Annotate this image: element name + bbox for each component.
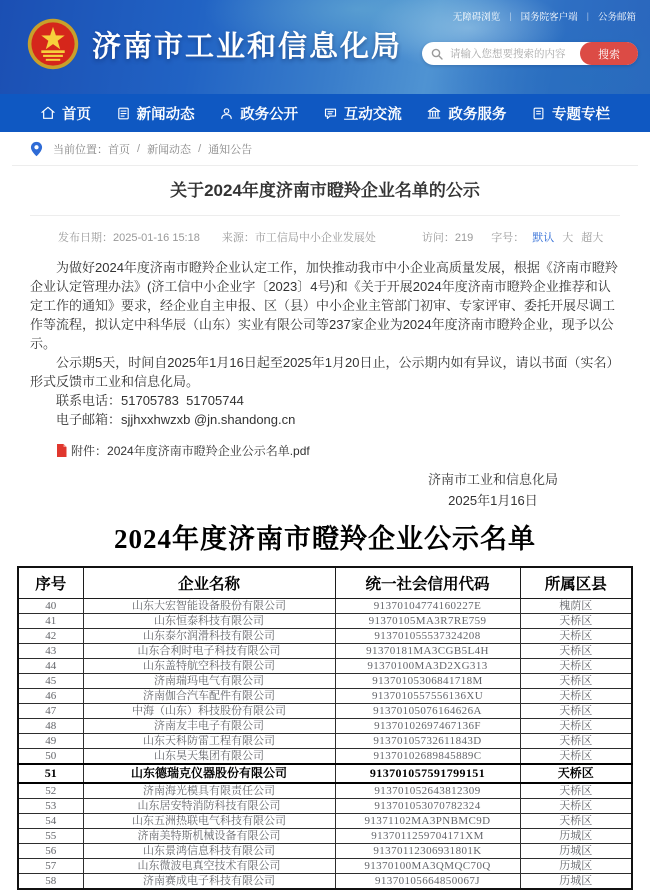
row-district: 天桥区	[520, 799, 632, 814]
row-credit-code: 91371102MA3PNBMC9D	[335, 814, 520, 829]
services-icon	[426, 105, 442, 121]
row-company-name: 济南赛成电子科技有限公司	[83, 874, 335, 890]
table-row	[18, 749, 632, 765]
location-pin-icon	[30, 141, 43, 157]
row-company-name: 济南伽合汽车配件有限公司	[83, 689, 335, 704]
signature-date: 2025年1月16日	[448, 493, 538, 508]
row-credit-code: 913701057591799151	[335, 764, 520, 783]
row-seq: 50	[18, 749, 83, 765]
nav-item-home[interactable]	[34, 94, 97, 132]
row-seq: 44	[18, 659, 83, 674]
breadcrumb-separator: /	[137, 143, 141, 155]
row-seq: 57	[18, 859, 83, 874]
row-company-name: 山东居安特消防科技有限公司	[83, 799, 335, 814]
link-separator: |	[509, 11, 512, 21]
row-seq: 47	[18, 704, 83, 719]
row-company-name: 山东合利时电子科技有限公司	[83, 644, 335, 659]
table-row	[18, 814, 632, 829]
site-title: 济南市工业和信息化局	[92, 30, 403, 63]
row-district: 天桥区	[520, 719, 632, 734]
row-district: 槐荫区	[520, 599, 632, 614]
row-district: 天桥区	[520, 749, 632, 765]
row-district: 历城区	[520, 859, 632, 874]
nav-item-topics[interactable]	[525, 94, 616, 132]
row-credit-code: 91370104774160227E	[335, 599, 520, 614]
row-district: 天桥区	[520, 629, 632, 644]
contact-email: 电子邮箱：sjjhxxhwzxb @jn.shandong.cn	[56, 412, 296, 427]
row-credit-code: 9137010557556136XU	[335, 689, 520, 704]
table-row	[18, 734, 632, 749]
table-row	[18, 829, 632, 844]
table-row	[18, 674, 632, 689]
row-seq: 40	[18, 599, 83, 614]
table-row	[18, 764, 632, 783]
company-table	[17, 566, 633, 890]
table-row	[18, 599, 632, 614]
row-seq: 43	[18, 644, 83, 659]
table-row	[18, 629, 632, 644]
row-credit-code: 91370102697467136F	[335, 719, 520, 734]
nav-label: 互动交流	[343, 106, 402, 123]
row-district: 天桥区	[520, 659, 632, 674]
row-company-name: 中海（山东）科技股份有限公司	[83, 704, 335, 719]
row-credit-code: 91370100MA3QMQC70Q	[335, 859, 520, 874]
paragraph: 为做好2024年度济南市瞪羚企业认定工作，加快推动我市中小企业高质量发展，根据《济南市瞪羚企业认定管理办法》(济工信中小企业字〔2023〕4号)和《关于开展2024年度济南市瞪羚企业推荐和认定工作的通知》要求，经企业自主申报、区（县）中小企业主管部门初审、专家评审、委托开展尽调工作等流程，拟认定中科华辰（山东）实业有限公司等237家企业为2024年度济南市瞪羚企业，现予以公示。	[30, 260, 618, 351]
row-seq: 54	[18, 814, 83, 829]
attachment-link[interactable]: 2024年度济南市瞪羚企业公示名单.pdf	[107, 444, 310, 458]
interaction-icon	[323, 106, 338, 121]
disclosure-icon	[219, 106, 234, 121]
header-credit-code: 统一社会信用代码	[335, 567, 520, 599]
row-company-name: 山东德瑞克仪器股份有限公司	[83, 764, 335, 783]
article	[0, 166, 650, 511]
visit-count: 访问：219	[421, 232, 474, 244]
table-row	[18, 614, 632, 629]
row-credit-code: 913701053070782324	[335, 799, 520, 814]
breadcrumb-separator: /	[198, 143, 202, 155]
row-district: 天桥区	[520, 644, 632, 659]
row-credit-code: 913701055537324208	[335, 629, 520, 644]
link-separator: |	[586, 11, 589, 21]
row-seq: 55	[18, 829, 83, 844]
row-company-name: 山东盖特航空科技有限公司	[83, 659, 335, 674]
row-district: 天桥区	[520, 734, 632, 749]
topics-icon	[531, 106, 546, 121]
breadcrumb-home[interactable]: 首页	[108, 144, 130, 156]
row-seq: 41	[18, 614, 83, 629]
table-row	[18, 704, 632, 719]
national-emblem-icon	[26, 16, 80, 72]
signature-block	[30, 469, 620, 511]
breadcrumb-news[interactable]: 新闻动态	[147, 144, 192, 156]
search-input[interactable]	[448, 47, 580, 61]
row-credit-code: 91370102689845889C	[335, 749, 520, 765]
divider	[30, 215, 620, 216]
row-company-name: 山东天科防雷工程有限公司	[83, 734, 335, 749]
row-credit-code: 91370112306931801K	[335, 844, 520, 859]
row-district: 历城区	[520, 874, 632, 890]
site-header	[0, 0, 650, 94]
row-credit-code: 91370105076164626A	[335, 704, 520, 719]
signature-org: 济南市工业和信息化局	[427, 472, 558, 487]
row-credit-code: 91370100MA3D2XG313	[335, 659, 520, 674]
publish-date: 发布日期：2025-01-16 15:18	[58, 232, 200, 244]
row-district: 天桥区	[520, 783, 632, 799]
row-district: 天桥区	[520, 814, 632, 829]
search-icon	[431, 48, 443, 60]
row-district: 天桥区	[520, 689, 632, 704]
row-company-name: 山东微波电真空技术有限公司	[83, 859, 335, 874]
breadcrumb-prefix: 当前位置：	[53, 144, 108, 156]
row-company-name: 山东大宏智能设备股份有限公司	[83, 599, 335, 614]
row-seq: 53	[18, 799, 83, 814]
row-company-name: 济南海光模具有限责任公司	[83, 783, 335, 799]
table-row	[18, 719, 632, 734]
table-title: 2024年度济南市瞪羚企业公示名单	[114, 524, 536, 554]
row-company-name: 济南美特斯机械设备有限公司	[83, 829, 335, 844]
brand	[26, 16, 402, 72]
table-row	[18, 799, 632, 814]
row-district: 天桥区	[520, 704, 632, 719]
pdf-icon	[56, 444, 67, 457]
row-credit-code: 91370105664850067J	[335, 874, 520, 890]
news-icon	[116, 106, 131, 121]
search-button[interactable]: 搜索	[580, 42, 638, 65]
row-company-name: 济南友丰电子有限公司	[83, 719, 335, 734]
company-table-body	[18, 599, 632, 890]
header-top-links	[453, 9, 636, 23]
row-seq: 56	[18, 844, 83, 859]
row-credit-code: 91370181MA3CGB5L4H	[335, 644, 520, 659]
breadcrumb	[0, 132, 650, 166]
row-company-name: 济南瑞玛电气有限公司	[83, 674, 335, 689]
row-credit-code: 91370105MA3R7RE759	[335, 614, 520, 629]
row-district: 天桥区	[520, 674, 632, 689]
state-council-app-link[interactable]: 国务院客户端	[520, 12, 578, 23]
row-district: 天桥区	[520, 764, 632, 783]
row-seq: 42	[18, 629, 83, 644]
fontsize-large[interactable]: 大	[562, 232, 574, 244]
fontsize-xlarge[interactable]: 超大	[581, 232, 604, 244]
header-company-name: 企业名称	[83, 567, 335, 599]
row-seq: 49	[18, 734, 83, 749]
contact-phone: 联系电话：51705783 51705744	[56, 393, 244, 408]
row-district: 历城区	[520, 844, 632, 859]
table-row	[18, 659, 632, 674]
home-icon	[40, 105, 56, 121]
row-seq: 48	[18, 719, 83, 734]
table-row	[18, 844, 632, 859]
row-seq: 51	[18, 764, 83, 783]
article-body	[30, 258, 620, 429]
main-nav	[0, 94, 650, 132]
breadcrumb-notices[interactable]: 通知公告	[208, 144, 253, 156]
official-mailbox-link[interactable]: 公务邮箱	[597, 12, 636, 23]
row-seq: 52	[18, 783, 83, 799]
table-header-row	[18, 567, 632, 599]
paragraph: 公示期5天，时间自2025年1月16日起至2025年1月20日止，公示期内如有异议，请以书面（实名）形式反馈市工业和信息化局。	[30, 355, 620, 389]
row-seq: 58	[18, 874, 83, 890]
table-row	[18, 689, 632, 704]
row-company-name: 山东昊天集团有限公司	[83, 749, 335, 765]
table-row	[18, 783, 632, 799]
row-credit-code: 913701052643812309	[335, 783, 520, 799]
row-company-name: 山东景鸿信息科技有限公司	[83, 844, 335, 859]
row-district: 历城区	[520, 829, 632, 844]
nav-label: 首页	[62, 106, 91, 123]
attachment-row	[30, 442, 620, 459]
fontsize-default[interactable]: 默认	[532, 232, 555, 244]
row-seq: 46	[18, 689, 83, 704]
nav-item-disclosure[interactable]	[213, 94, 304, 132]
row-company-name: 山东五洲热联电气科技有限公司	[83, 814, 335, 829]
row-company-name: 山东泰尔润滑科技有限公司	[83, 629, 335, 644]
row-credit-code: 9137011259704171XM	[335, 829, 520, 844]
nav-item-services[interactable]	[420, 94, 512, 132]
row-credit-code: 91370105306841718M	[335, 674, 520, 689]
header-district: 所属区县	[520, 567, 632, 599]
search-bar	[422, 42, 638, 65]
source: 来源：市工信局中小企业发展处	[221, 232, 376, 244]
row-seq: 45	[18, 674, 83, 689]
nav-label: 政务服务	[448, 106, 507, 123]
article-meta	[30, 229, 620, 245]
article-title: 关于2024年度济南市瞪羚企业名单的公示	[170, 181, 480, 200]
nav-label: 专题专栏	[551, 106, 610, 123]
nav-label: 新闻动态	[136, 106, 195, 123]
accessibility-link[interactable]: 无障碍浏览	[452, 12, 501, 23]
nav-item-interaction[interactable]	[317, 94, 408, 132]
nav-item-news[interactable]	[110, 94, 201, 132]
attachment-label: 附件：	[71, 444, 108, 458]
table-row	[18, 874, 632, 890]
row-company-name: 山东恒泰科技有限公司	[83, 614, 335, 629]
gazelle-list-section	[0, 511, 650, 890]
table-row	[18, 644, 632, 659]
nav-label: 政务公开	[240, 106, 299, 123]
header-seq: 序号	[18, 567, 83, 599]
row-district: 天桥区	[520, 614, 632, 629]
fontsize-label: 字号：	[491, 232, 525, 244]
row-credit-code: 91370105732611843D	[335, 734, 520, 749]
